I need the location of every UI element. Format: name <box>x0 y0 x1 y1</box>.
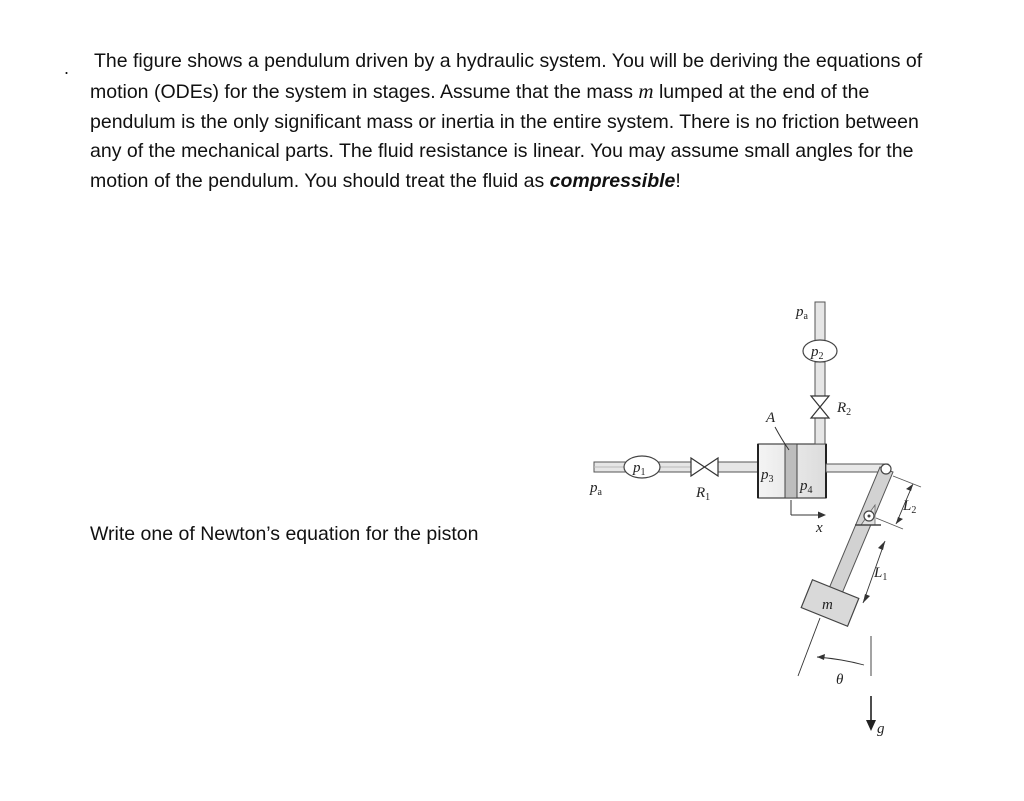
mass-variable: m <box>638 78 654 103</box>
outlet-pipe <box>815 302 825 444</box>
question-prompt: Write one of Newton’s equation for the piston <box>90 523 479 545</box>
label-theta: θ <box>836 672 844 688</box>
problem-line-2-text-a: motion (ODEs) for the system in stages. Assume that the mass <box>90 80 639 103</box>
gravity-arrow <box>866 696 876 731</box>
label-pa-top: $p_a$ <box>796 304 808 322</box>
label-x: x <box>816 520 823 536</box>
label-g: g <box>877 721 885 737</box>
problem-line-3: pendulum is the only significant mass or inertia in the entire system. There is no friction between <box>90 110 919 133</box>
label-l2: $L_2$ <box>903 498 917 516</box>
problem-line-2-text-b: lumped at the end of the <box>653 80 870 103</box>
theta-angle <box>798 618 871 676</box>
r2-valve <box>811 396 829 418</box>
label-area: A <box>766 410 776 426</box>
label-p4: $p_4$ <box>800 478 813 496</box>
r1-valve <box>691 458 718 476</box>
label-p2: $p_2$ <box>811 344 824 362</box>
label-p1: $p_1$ <box>633 460 646 478</box>
label-mass: m <box>822 597 833 613</box>
left-inlet-pipe <box>594 462 758 472</box>
problem-line-4: any of the mechanical parts. The fluid resistance is linear. You may assume small angles for the <box>90 140 914 163</box>
label-l1: $L_1$ <box>874 565 888 583</box>
compressible-emphasis: compressible <box>549 170 676 193</box>
label-r1: $R_1$ <box>696 485 711 503</box>
problem-line-5-text-b: ! <box>675 170 681 193</box>
list-bullet: . <box>64 58 70 78</box>
label-pa-left: $p_a$ <box>590 480 602 498</box>
problem-line-5-text-a: motion of the pendulum. You should treat the fluid as <box>90 170 550 193</box>
label-r2: $R_2$ <box>837 400 852 418</box>
problem-line-1: The figure shows a pendulum driven by a hydraulic system. You will be deriving the equations of <box>94 50 923 72</box>
label-p3: $p_3$ <box>761 467 774 485</box>
x-displacement-arrow <box>791 500 826 519</box>
